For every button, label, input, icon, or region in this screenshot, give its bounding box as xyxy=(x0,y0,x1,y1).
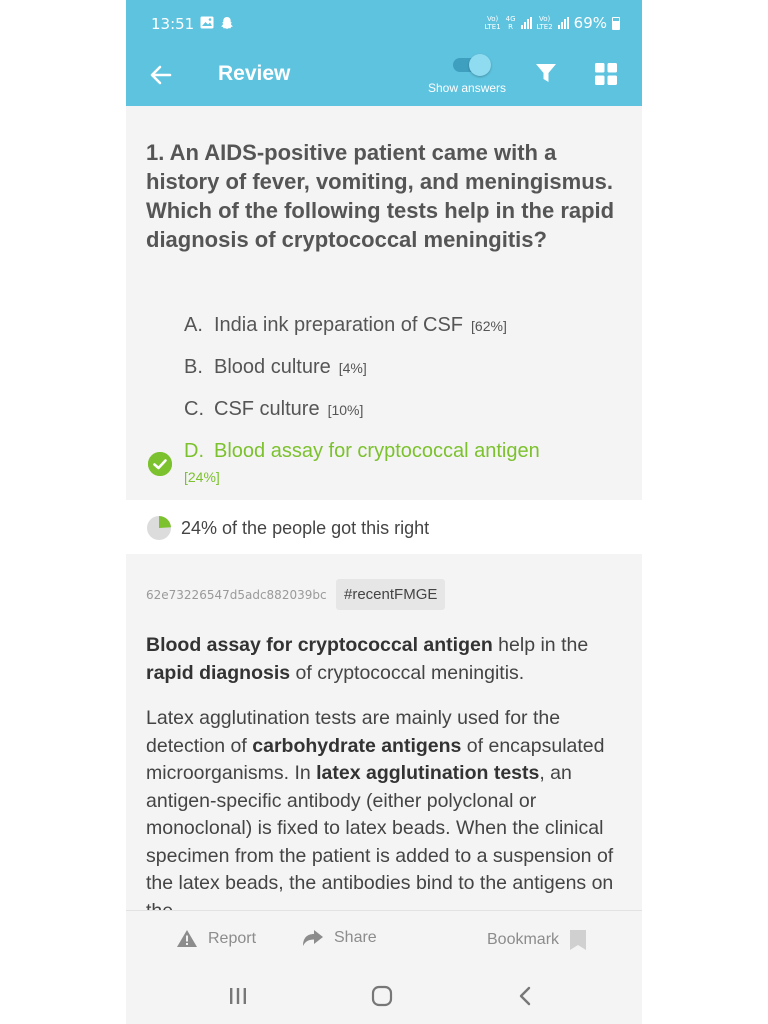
report-button[interactable] xyxy=(176,929,256,948)
bookmark-button[interactable] xyxy=(487,929,587,951)
option-a[interactable] xyxy=(184,314,507,337)
option-letter: D. xyxy=(184,440,204,462)
option-letter: A. xyxy=(184,314,203,336)
home-icon[interactable] xyxy=(370,985,394,1007)
share-button[interactable] xyxy=(302,929,377,947)
system-nav-bar xyxy=(126,970,642,1024)
battery-icon xyxy=(612,17,620,30)
option-text: Blood assay for cryptococcal antigen xyxy=(214,440,540,462)
system-back-icon[interactable] xyxy=(516,985,536,1007)
snapchat-notification-icon xyxy=(220,16,234,30)
bookmark-icon xyxy=(569,929,587,951)
signal-icon xyxy=(521,17,532,29)
page-title: Review xyxy=(218,62,291,85)
share-icon xyxy=(302,929,324,947)
option-c[interactable] xyxy=(184,398,363,421)
recent-apps-icon[interactable] xyxy=(227,986,249,1006)
option-d[interactable] xyxy=(184,440,604,485)
correct-check-icon xyxy=(148,452,172,476)
share-label: Share xyxy=(334,929,377,946)
option-b[interactable] xyxy=(184,356,367,379)
gallery-notification-icon xyxy=(200,16,214,29)
explanation-summary: Blood assay for cryptococcal antigen help in the rapid diagnosis of cryptococcal meningitis. xyxy=(146,634,589,684)
toggle-knob xyxy=(469,54,491,76)
status-right xyxy=(485,14,620,32)
tag-chip[interactable]: #recentFMGE xyxy=(336,579,445,610)
status-bar xyxy=(126,0,642,48)
question-text: 1. An AIDS-positive patient came with a history of fever, vomiting, and meningismus. Which of the following tests help in the rapid diagnosis of cryptococcal meningitis? xyxy=(146,140,615,252)
status-time: 13:51 xyxy=(151,15,195,33)
explanation-detail: Latex agglutination tests are mainly used for the detection of carbohydrate antigens of encapsulated microorganisms. In latex agglutination tests, an antigen-specific antibody (either polyclonal or monoclonal) is fixed to latex beads. When the clinical specimen from the patient is added to a suspension of the latex beads, the antibodies bind to the antigens on xyxy=(146,707,614,894)
show-answers-label: Show answers xyxy=(428,81,507,95)
volte-lte1-indicator: Vo) LTE1 xyxy=(484,15,501,31)
app-bar xyxy=(126,48,642,106)
warning-icon xyxy=(176,929,198,948)
correct-rate-pie-chart xyxy=(146,515,172,541)
pie-correct-slice xyxy=(159,516,171,528)
option-percent: [4%] xyxy=(338,360,367,376)
bookmark-label: Bookmark xyxy=(487,931,560,948)
battery-percent: 69% xyxy=(573,14,607,32)
option-letter: B. xyxy=(184,356,203,378)
grid-view-icon[interactable] xyxy=(594,62,618,86)
report-label: Report xyxy=(208,929,257,947)
option-text: CSF culture xyxy=(214,398,320,420)
filter-icon[interactable] xyxy=(535,62,557,84)
option-percent: [62%] xyxy=(471,318,507,334)
show-answers-toggle[interactable] xyxy=(451,54,493,76)
question-card xyxy=(126,106,642,500)
signal-icon-2 xyxy=(558,17,569,29)
app-screen xyxy=(126,0,642,1024)
top-bar xyxy=(126,0,642,106)
option-percent: [24%] xyxy=(184,469,220,485)
stats-text: 24% of the people got this right xyxy=(181,518,430,538)
option-percent: [10%] xyxy=(327,402,364,418)
explanation-section xyxy=(126,554,642,910)
stats-row xyxy=(126,500,642,554)
notification-icons xyxy=(200,16,234,30)
volte-lte2-indicator: Vo) LTE2 xyxy=(536,15,553,31)
question-id: 62e73226547d5adc882039bc xyxy=(146,588,327,602)
bottom-action-bar xyxy=(126,910,642,970)
option-text: India ink preparation of CSF xyxy=(214,314,464,336)
option-text: Blood culture xyxy=(214,356,331,378)
back-arrow-icon[interactable] xyxy=(148,62,174,88)
option-letter: C. xyxy=(184,398,204,420)
4g-indicator: 4G R xyxy=(505,15,516,31)
